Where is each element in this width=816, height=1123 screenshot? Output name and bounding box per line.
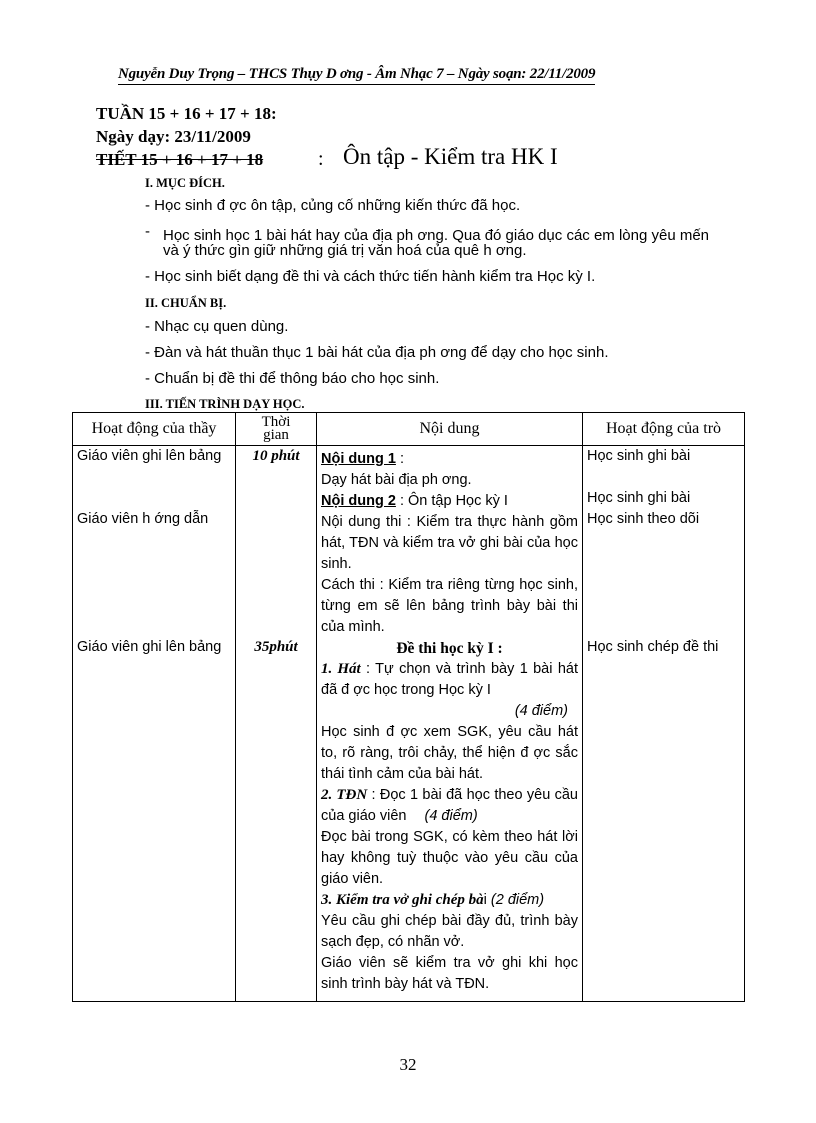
q3-points: (2 điểm) — [490, 892, 545, 908]
student-cell — [583, 446, 745, 1002]
bullet-dash: - — [145, 223, 150, 240]
q1-note: Học sinh đ ợc xem SGK, yêu cầu hát to, rõ ràng, trôi chảy, thể hiện đ ợc sắc thái tình cảm của bài hát. — [321, 724, 578, 782]
time-cell — [236, 446, 317, 1002]
lesson-title: Ôn tập - Kiểm tra HK I — [343, 144, 558, 169]
prepare-item-2: - Đàn và hát thuần thục 1 bài hát của địa ph ơng để dạy cho học sinh. — [145, 344, 609, 361]
student-activity-2: Học sinh ghi bài — [587, 490, 691, 506]
prepare-item-1: - Nhạc cụ quen dùng. — [145, 318, 289, 335]
purpose-item-2-line-2: và ý thức gìn giữ những giá trị văn hoá của quê h ơng. — [163, 242, 527, 259]
header-content: Nội dung — [317, 413, 583, 446]
prepare-item-3: - Chuẩn bị đề thi để thông báo cho học sinh. — [145, 370, 440, 387]
section-purpose-heading: I. MỤC ĐÍCH. — [145, 176, 225, 190]
exam-method: Cách thi : Kiểm tra riêng từng học sinh, từng em sẽ lên bảng trình bày bài thi của mình. — [321, 577, 578, 635]
section-prepare-heading: II. CHUẨN BỊ. — [145, 296, 227, 310]
q3-note: Yêu cầu ghi chép bài đầy đủ, trình bày sạch đẹp, có nhãn vở. — [321, 913, 578, 950]
purpose-item-1: - Học sinh đ ợc ôn tập, củng cố những kiến thức đã học. — [145, 197, 521, 214]
exam-title: Đề thi học kỳ I : — [396, 640, 503, 657]
q3-note-2: Giáo viên sẽ kiểm tra vở ghi khi học sinh trình bày hát và TĐN. — [321, 955, 578, 992]
title-colon: : — [318, 148, 324, 170]
table-header-row — [73, 413, 745, 446]
exam-content: Nội dung thi : Kiểm tra thực hành gồm hát, TĐN và kiểm tra vở ghi bài của học sinh. — [321, 514, 578, 572]
student-activity-1: Học sinh ghi bài — [587, 448, 691, 464]
teach-date: Ngày dạy: 23/11/2009 — [96, 127, 251, 146]
lesson-plan-table — [72, 412, 745, 1002]
teacher-activity-3: Giáo viên ghi lên bảng — [77, 639, 222, 655]
q1-text: : Tự chọn và trình bày 1 bài hát đã đ ợc học trong Học kỳ I — [321, 661, 578, 698]
student-activity-3: Học sinh theo dõi — [587, 511, 700, 527]
q2-note: Đọc bài trong SGK, có kèm theo hát lời hay không tuỳ thuộc vào yêu cầu của giáo viên. — [321, 829, 578, 887]
teacher-activity-2: Giáo viên h ớng dẫn — [77, 511, 209, 527]
periods-label: TIẾT 15 + 16 + 17 + 18 — [96, 150, 264, 169]
q2-points: (4 điểm) — [424, 808, 478, 824]
header-time-line-1: Thời — [261, 414, 291, 430]
week-label: TUẦN 15 + 16 + 17 + 18: — [96, 104, 277, 123]
q3-tail: i — [483, 892, 487, 908]
header-time — [236, 413, 317, 446]
purpose-item-2-line-1: Học sinh học 1 bài hát hay của địa ph ơng. Qua đó giáo dục các em lòng yêu mến — [163, 227, 710, 244]
content-2-suffix: : Ôn tập Học kỳ I — [395, 493, 508, 509]
student-activity-4: Học sinh chép đề thi — [587, 639, 719, 655]
q2-text: : Đọc 1 bài đã học theo yêu cầu của giáo viên — [321, 787, 578, 824]
teacher-cell — [73, 446, 236, 1002]
content-cell — [317, 446, 583, 1002]
content-1-text: Dạy hát bài địa ph ơng. — [321, 472, 472, 488]
page-header: Nguyễn Duy Trọng – THCS Thụy D ơng - Âm Nhạc 7 – Ngày soạn: 22/11/2009 — [118, 66, 595, 85]
header-student: Hoạt động của trò — [583, 413, 745, 446]
content-1-label: Nội dung 1 — [321, 451, 396, 467]
page-number: 32 — [399, 1055, 417, 1074]
section-process-heading: III. TIẾN TRÌNH DẠY HỌC. — [145, 397, 305, 411]
q2-label: 2. TĐN — [321, 787, 368, 803]
time-2: 35phút — [254, 639, 298, 655]
header-teacher: Hoạt động của thầy — [73, 413, 236, 446]
content-2-label: Nội dung 2 — [321, 493, 396, 509]
content-1-suffix: : — [395, 451, 404, 467]
teacher-activity-1: Giáo viên ghi lên bảng — [77, 448, 222, 464]
time-1: 10 phút — [252, 448, 300, 464]
q3-label: 3. Kiểm tra vở ghi chép bà — [321, 892, 484, 908]
header-time-line-2: gian — [263, 427, 289, 443]
q1-points: (4 điểm) — [514, 703, 568, 719]
q1-label: 1. Hát — [321, 661, 361, 677]
purpose-item-3: - Học sinh biết dạng đề thi và cách thức tiến hành kiểm tra Học kỳ I. — [145, 268, 596, 285]
table-row — [73, 446, 745, 1002]
